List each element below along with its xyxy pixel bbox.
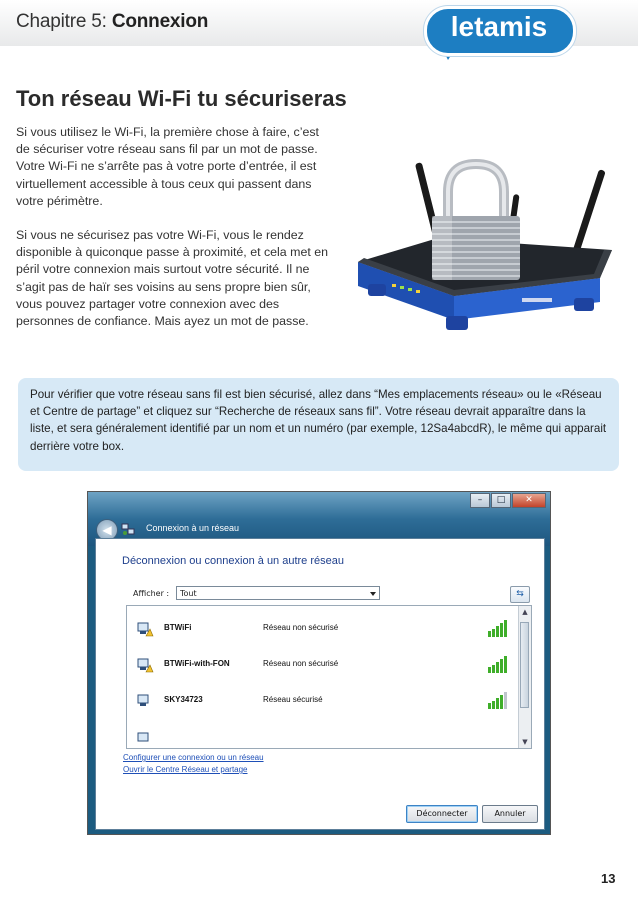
window-controls [470,493,546,507]
list-scrollbar[interactable] [518,606,531,748]
close-icon[interactable]: ✕ [512,493,546,508]
network-list[interactable] [126,605,532,749]
minimize-icon[interactable]: – [470,493,490,508]
signal-strength-icon [488,654,510,673]
signal-strength-icon [488,618,510,637]
body-text [16,124,336,347]
wifi-network-icon [136,620,154,638]
dialog-content [95,538,545,830]
info-box-text: Pour vérifier que votre réseau sans fil est bien sécurisé, allez dans “Mes emplacements réseau» ou le «Réseau et Centre de partage” et cliquez sur “Recherche de réseaux sans fil”. Votre réseau devrait apparaître dans la liste, et sera généralement identifié par un nom et un numéro (par exemple, 12Sa4abcdR), le même qui apparait derrière votre box. [30,388,607,453]
info-box [18,378,619,471]
scrollbar-thumb[interactable] [520,622,529,708]
letamis-logo [424,6,574,54]
maximize-icon[interactable]: □ [491,493,511,508]
show-filter-value: Tout [180,589,197,598]
page-number: 13 [601,871,616,886]
chapter-title [16,11,208,33]
scroll-down-icon[interactable]: ▼ [522,738,528,746]
paragraph-2: Si vous ne sécurisez pas votre Wi-Fi, vous le rendez disponible à quiconque passe à proximité, et cela met en péril votre connexion mais surtout votre sécurité. Il ne s’agit pas de haïr ses voisins au sens propre bien sûr, vous pouvez partager votre connexion avec des personnes de confiance. Mais ayez un mot de passe. [16,228,329,329]
scroll-up-icon[interactable]: ▲ [522,608,528,616]
disconnect-button[interactable]: Déconnecter [406,805,478,823]
secured-network-icon [136,692,154,710]
open-network-center-link[interactable]: Ouvrir le Centre Réseau et partage [123,765,248,774]
paragraph-1: Si vous utilisez le Wi-Fi, la première chose à faire, c’est de sécuriser votre réseau sans fil par un mot de passe. Votre Wi-Fi ne s’arrête pas à votre porte d’entrée, il est virtuellement accessible à tous ceux qui passent dans votre périmètre. [16,125,319,208]
network-icon [121,522,135,536]
network-name: BTWiFi [164,623,192,632]
show-filter-select[interactable] [176,586,380,600]
wifi-network-icon [136,656,154,674]
router-padlock-image [342,150,624,336]
chevron-down-icon [370,592,376,596]
back-arrow-icon[interactable]: ◀ [96,519,118,541]
network-row[interactable] [127,614,517,642]
wifi-network-icon [136,730,154,748]
network-security: Réseau non sécurisé [263,623,339,632]
page-header [0,0,638,72]
network-row[interactable] [127,650,517,678]
network-name: SKY34723 [164,695,203,704]
chapter-prefix: Chapitre 5: [16,11,112,32]
network-security: Réseau sécurisé [263,695,323,704]
network-row[interactable] [127,686,517,714]
network-security: Réseau non sécurisé [263,659,339,668]
chapter-name: Connexion [111,11,209,32]
refresh-icon[interactable]: ⇆ [510,586,530,603]
section-title: Ton réseau Wi-Fi tu sécuriseras [16,86,347,111]
cancel-button[interactable]: Annuler [482,805,538,823]
logo-text: letamis [450,11,548,42]
dialog-heading: Déconnexion ou connexion à un autre réseau [122,555,344,567]
network-dialog-window [87,491,551,835]
network-name: BTWiFi-with-FON [164,659,230,668]
window-title: Connexion à un réseau [146,523,240,533]
show-label: Afficher : [133,589,170,598]
network-row-partial[interactable] [127,724,517,749]
signal-strength-icon [488,690,510,709]
setup-connection-link[interactable]: Configurer une connexion ou un réseau [123,753,264,762]
